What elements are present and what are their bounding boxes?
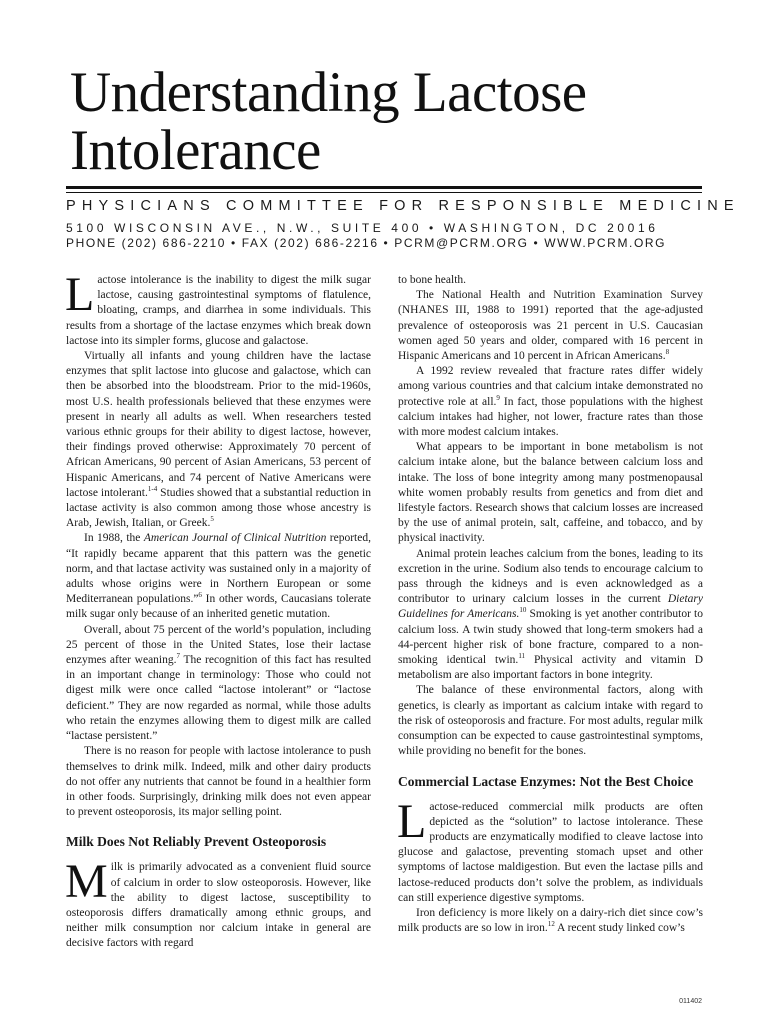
journal-title: American Journal of Clinical Nutrition — [143, 532, 327, 545]
paragraph: What appears to be important in bone metabolism is not calcium intake alone, but the balance between calcium loss and intake. The loss of bone integrity among many postmenopausal white women probably results from genetics and from diet and lifestyle factors. Research shows that calcium losses are increased by the use of animal protein, salt, caffeine, and tobacco, and by physical inactivity. — [398, 441, 703, 545]
paragraph: Iron deficiency is more likely on a dairy-rich diet since cow’s milk products are so low in iron.$^{12}$ A recent study linked cow’s — [398, 906, 703, 935]
paragraph: A 1992 review revealed that fracture rates differ widely among various countries and that calcium intake demonstrated no protective role at all.$^9$ In fact, those populations with the highest calcium intakes had higher, not lower, fracture rates than those with more modest calcium intakes. — [398, 365, 704, 439]
address-line-2: PHONE (202) 686-2210 • FAX (202) 686-2216 • PCRM@PCRM.ORG • WWW.PCRM.ORG — [66, 236, 667, 250]
paragraph: Animal protein leaches calcium from the bones, leading to its excretion in the urine. Sodium also tends to encourage calcium to pass through the kidneys and is even acknowledged as a contributor to urinary calcium losses in the current Dietary Guidelines for Americans.$^{10}$ Smoking is yet another contributor to calcium loss. A twin study showed that long-term smokers had a 44-percent higher risk of bone fracture, compared to a non-smoking identical twin.$^{11}$ Physical activity and vitamin D metabolism are also important factors in bone integrity. — [398, 547, 703, 682]
title-line-1: Understanding Lactose — [70, 61, 587, 124]
drop-cap: L — [397, 794, 427, 848]
document-code: 011402 — [679, 998, 702, 1005]
paragraph: Milk is primarily advocated as a convenient fluid source of calcium in order to slow osteoporosis. However, like the ability to digest lactose, susceptibility to osteoporosis differs dramatically among ethnic groups, and neither milk consumption nor calcium intake in general are decisive factors with regard — [65, 855, 371, 950]
left-column — [65, 268, 371, 952]
paragraph: Overall, about 75 percent of the world’s population, including 25 percent of those in the United States, lose their lactase enzymes after weaning.$^7$ The recognition of this fact has resulted in an important change in terminology: Those who could not digest milk were once called “lactose intolerant” or “lactose deficient.” They are now regarded as normal, while those adults who retain the enzymes allowing them to digest milk are called “lactase persistent.” — [66, 623, 371, 743]
paragraph: Lactose-reduced commercial milk products are often depicted as the “solution” to lactose intolerance. These products are enzymatically modified to cleave lactose into glucose and galactose, preventing stomach upset and other symptoms of lactose maldigestion. But even the lactase pills and lactose-reduced products don’t solve the problem, as individuals can still experience digestive symptoms. — [397, 794, 703, 904]
paragraph: In 1988, the American Journal of Clinical Nutrition reported, “It rapidly became apparent that this pattern was the genetic norm, and that lactase activity was sustained only in a majority of adults whose origins were in Northern European or some Mediterranean populations.”$^6$ In other words, Caucasians tolerate milk sugar only because of an inherited genetic mutation. — [66, 532, 371, 621]
page-title — [70, 61, 720, 182]
paragraph: The National Health and Nutrition Examination Survey (NHANES III, 1988 to 1991) reported that the age-adjusted prevalence of osteoporosis was 21 percent in U.S. Caucasian women aged 50 years and older, compared with 16 percent in Hispanic Americans and 10 percent in African Americans.$^8$ — [398, 289, 703, 363]
drop-cap: L — [65, 268, 95, 321]
paragraph: Virtually all infants and young children have the lactase enzymes that split lactose into glucose and galactose, which can then be absorbed into the bloodstream. Prior to the mid-1960s, most U.S. health professionals believed that these enzymes were present in nearly all adults as well. When researchers tested various ethnic groups for their ability to digest lactose, however, their findings proved otherwise: Approximately 70 percent of African Americans, 90 percent of Asian Americans, 53 percent of Hispanic Americans, and 74 percent of Native Americans were lactose intolerant.$^{1-4}$ Studies showed that a substantial reduction in lactase activity is also common among those whose ancestry is Arab, Jewish, Italian, or Greek.$^5$ — [66, 350, 371, 530]
header-rule-thin — [66, 192, 702, 193]
title-line-2: Intolerance — [70, 119, 321, 182]
paragraph: Lactose intolerance is the inability to digest the milk sugar lactose, causing gastrointestinal symptoms of flatulence, bloating, cramps, and diarrhea in some individuals. This results from a shortage of the lactase enzymes which break down lactose into its simpler forms, glucose and galactose. — [65, 268, 371, 347]
paragraph: The balance of these environmental factors, along with genetics, is clearly as important as calcium intake with regard to the risk of osteoporosis and fracture. For most adults, regular milk consumption can be expected to cause gastrointestinal symptoms, while providing no benefit for the bones. — [398, 684, 703, 758]
organization-name: PHYSICIANS COMMITTEE FOR RESPONSIBLE MEDICINE — [66, 198, 740, 214]
address-line-1: 5100 WISCONSIN AVE., N.W., SUITE 400 • WASHINGTON, DC 20016 — [66, 221, 659, 235]
drop-cap: M — [65, 855, 108, 909]
section-heading: Commercial Lactase Enzymes: Not the Best Choice — [398, 773, 694, 789]
section-heading: Milk Does Not Reliably Prevent Osteoporosis — [66, 834, 327, 850]
guidelines-title: Dietary Guidelines for Americans. — [398, 593, 703, 621]
paragraph: to bone health. — [398, 274, 467, 286]
right-column — [398, 273, 703, 936]
header-rule-thick — [66, 186, 702, 189]
paragraph: There is no reason for people with lactose intolerance to push themselves to drink milk. Indeed, milk and other dairy products do not offer any nutrients that cannot be found in a healthier form in other foods. Surprisingly, drinking milk does not even appear to prevent osteoporosis, its major selling point. — [66, 745, 371, 819]
